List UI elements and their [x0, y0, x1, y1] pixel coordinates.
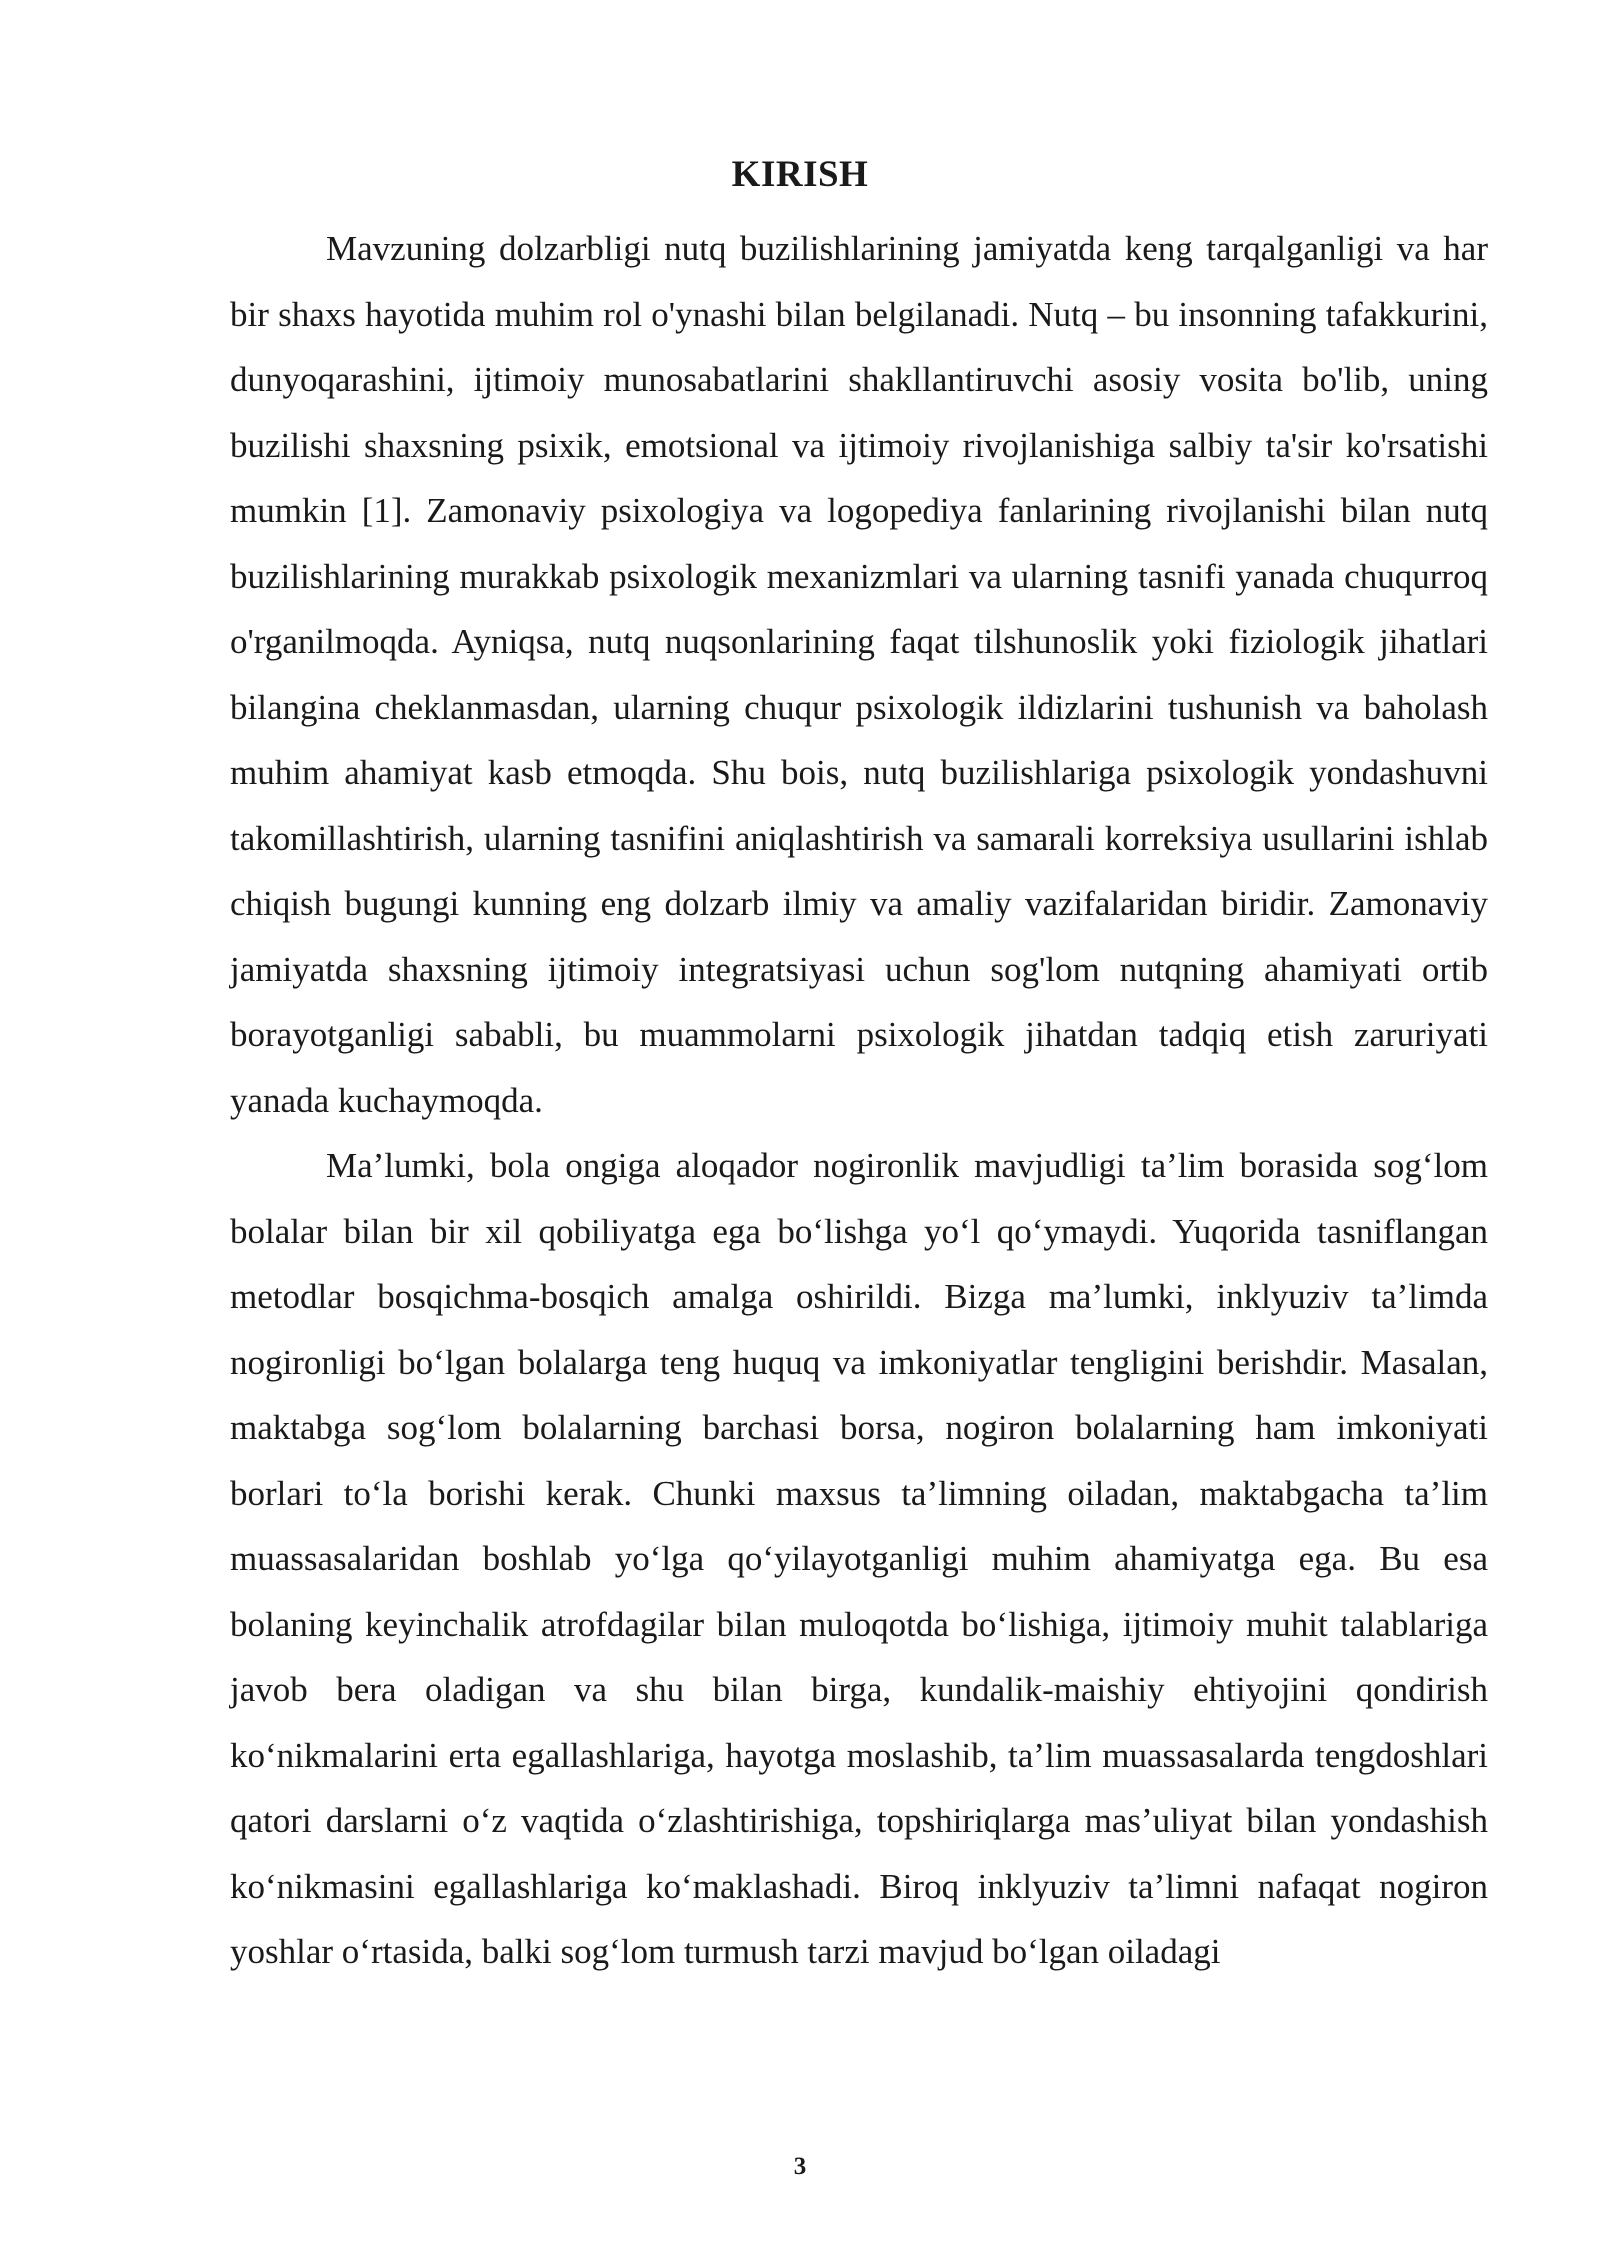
body-text [230, 216, 1488, 1985]
page-number: 3 [793, 2153, 807, 2180]
paragraph-relevance: Mavzuning dolzarbligi nutq buzilishlarining jamiyatda keng tarqalganligi va har bir shaxs hayotida muhim rol o'ynashi bilan belgilanadi. Nutq – bu insonning tafakkurini, dunyoqarashini, ijtimoiy munosabatlarini shakllantiruvchi asosiy vosita bo'lib, uning buzilishi shaxsning psixik, emotsional va ijtimoiy rivojlanishiga salbiy ta'sir ko'rsatishi mumkin [1]. Zamonaviy psixologiya va logopediya fanlarining rivojlanishi bilan nutq buzilishlarining murakkab psixologik mexanizmlari va ularning tasnifi yanada chuqurroq o'rganilmoqda. Ayniqsa, nutq nuqsonlarining faqat tilshunoslik yoki fiziologik jihatlari bilangina cheklanmasdan, ularning chuqur psixologik ildizlarini tushunish va baholash muhim ahamiyat kasb etmoqda. Shu bois, nutq buzilishlariga psixologik yondashuvni takomillashtirish, ularning tasnifini aniqlashtirish va samarali korreksiya usullarini ishlab chiqish bugungi kunning eng dolzarb ilmiy va amaliy vazifalaridan biridir. Zamonaviy jamiyatda shaxsning ijtimoiy integratsiyasi uchun sog'lom nutqning ahamiyati ortib borayotganligi sababli, bu muammolarni psixologik jihatdan tadqiq etish zaruriyati yanada kuchaymoqda. [230, 229, 1488, 1120]
paragraph-inclusive-education: Ma’lumki, bola ongiga aloqador nogironlik mavjudligi ta’lim borasida sog‘lom bolalar bilan bir xil qobiliyatga ega bo‘lishga yo‘l qo‘ymaydi. Yuqorida tasniflangan metodlar bosqichma-bosqich amalga oshirildi. Bizga ma’lumki, inklyuziv ta’limda nogironligi bo‘lgan bolalarga teng huquq va imkoniyatlar tengligini berishdir. Masalan, maktabga sog‘lom bolalarning barchasi borsa, nogiron bolalarning ham imkoniyati borlari to‘la borishi kerak. Chunki maxsus ta’limning oiladan, maktabgacha ta’lim muassasalaridan boshlab yo‘lga qo‘yilayotganligi muhim ahamiyatga ega. Bu esa bolaning keyinchalik atrofdagilar bilan muloqotda bo‘lishiga, ijtimoiy muhit talablariga javob bera oladigan va shu bilan birga, kundalik-maishiy ehtiyojini qondirish ko‘nikmalarini erta egallashlariga, hayotga moslashib, ta’lim muassasalarda tengdoshlari qatori darslarni o‘z vaqtida o‘zlashtirishiga, topshiriqlarga mas’uliyat bilan yondashish ko‘nikmasini egallashlariga ko‘maklashadi. Biroq inklyuziv ta’limni nafaqat nogiron yoshlar o‘rtasida, balki sog‘lom turmush tarzi mavjud bo‘lgan oiladagi [230, 1146, 1488, 1971]
section-heading: KIRISH [731, 154, 869, 195]
